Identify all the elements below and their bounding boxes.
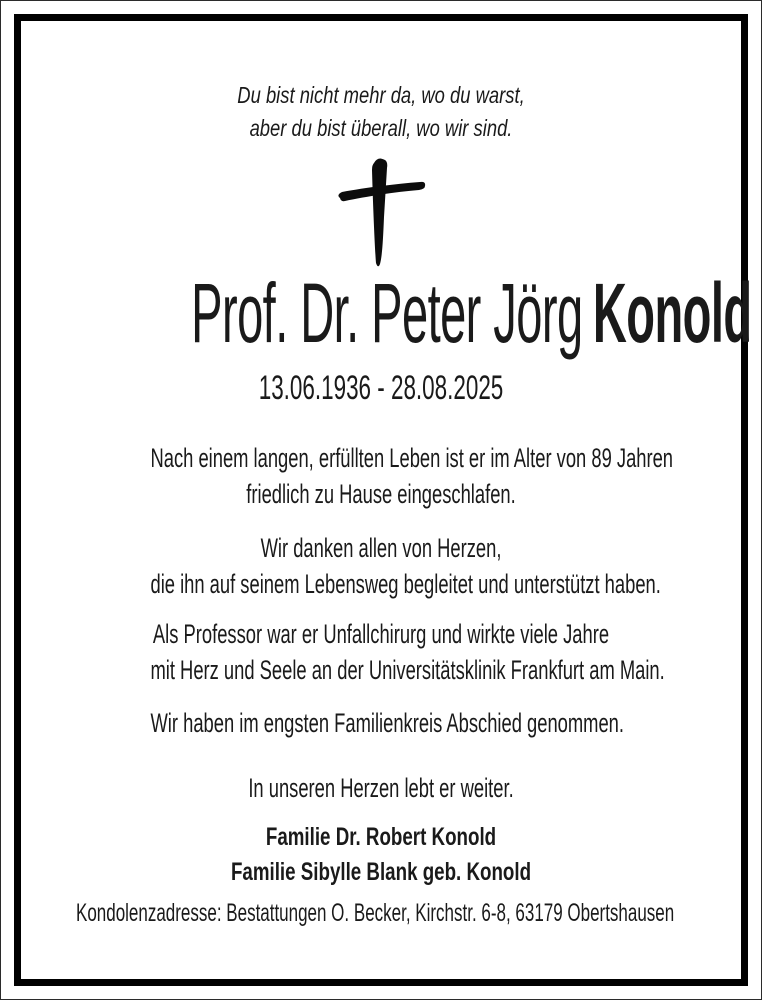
paragraph-thanks-line-2: die ihn auf seinem Lebensweg begleitet und unterstützt haben. — [150, 569, 661, 599]
paragraph-profession — [150, 616, 665, 688]
deceased-name — [191, 266, 752, 360]
cross-container — [42, 157, 720, 269]
paragraph-thanks — [150, 530, 661, 602]
paragraph-passing-line-1: Nach einem langen, erfüllten Leben ist er im Alter von 89 Jahren — [150, 443, 674, 473]
paragraph-profession-line-1: Als Professor war er Unfallchirurg und wirkte viele Jahre — [152, 619, 610, 649]
mourning-family-line-1: Familie Dr. Robert Konold — [265, 823, 497, 851]
paragraph-passing-line-2: friedlich zu Hause eingeschlafen. — [246, 479, 516, 509]
memorial-quote — [110, 79, 652, 145]
quote-line-2: aber du bist überall, wo wir sind. — [249, 115, 513, 141]
notice-content — [42, 42, 752, 958]
condolence-address: Kondolenzadresse: Bestattungen O. Becker, Kirchstr. 6-8, 63179 Obertshausen — [76, 899, 675, 927]
black-border-frame — [14, 14, 752, 986]
mourning-family-line-2: Familie Sibylle Blank geb. Konold — [230, 858, 532, 886]
memorial-cross-icon — [334, 157, 429, 269]
deceased-last-name: Konold — [592, 266, 752, 360]
paragraph-profession-line-2: mit Herz und Seele an der Universitätsklinik Frankfurt am Main. — [150, 655, 665, 685]
paragraph-passing — [150, 440, 674, 512]
paragraph-farewell: Wir haben im engsten Familienkreis Abschied genommen. — [150, 708, 624, 738]
mourning-family — [127, 820, 636, 890]
quote-line-1: Du bist nicht mehr da, wo du warst, — [237, 82, 525, 108]
paragraph-closing: In unseren Herzen lebt er weiter. — [248, 773, 514, 803]
deceased-titles-first-names: Prof. Dr. Peter Jörg — [191, 266, 583, 360]
life-dates: 13.06.1936 - 28.08.2025 — [258, 369, 504, 407]
paragraph-thanks-line-1: Wir danken allen von Herzen, — [260, 533, 502, 563]
